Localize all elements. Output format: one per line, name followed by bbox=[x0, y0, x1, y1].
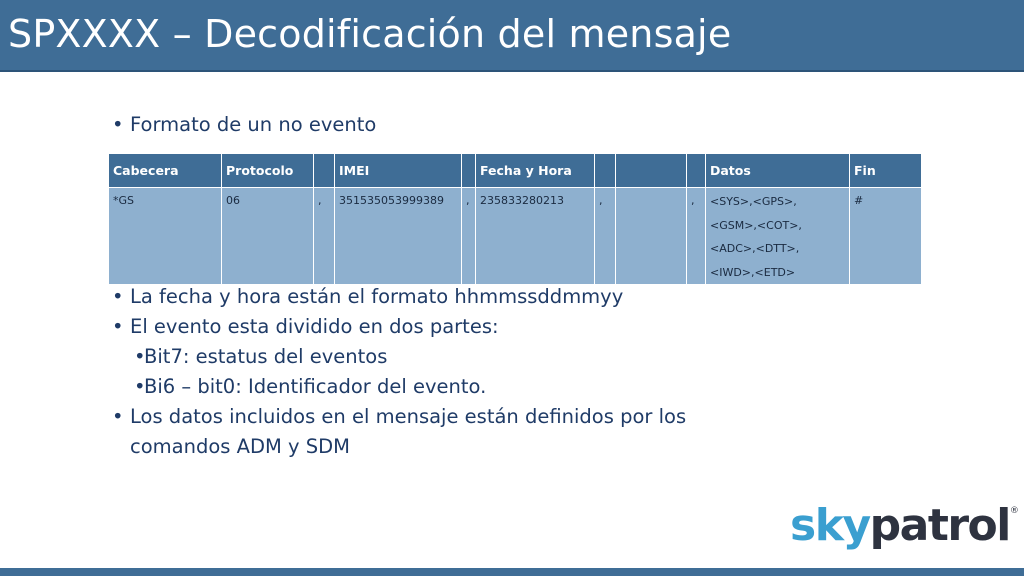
header-sep-2 bbox=[462, 154, 476, 188]
bullet-dot: • bbox=[112, 285, 124, 308]
datos-line: <SYS>,<GPS>, bbox=[710, 195, 797, 208]
cell-sep-4: , bbox=[687, 188, 706, 285]
header-protocolo: Protocolo bbox=[222, 154, 314, 188]
bullet-text: Bit7: estatus del eventos bbox=[144, 345, 388, 368]
cell-protocolo: 06 bbox=[222, 188, 314, 285]
datos-line: <GSM>,<COT>, bbox=[710, 218, 802, 232]
bullet-intro bbox=[112, 110, 752, 140]
cell-sep-2: , bbox=[462, 188, 476, 285]
skypatrol-logo bbox=[790, 500, 1019, 551]
cell-fecha-hora: 235833280213 bbox=[476, 188, 595, 285]
header-imei: IMEI bbox=[335, 154, 462, 188]
cell-imei: 351535053999389 bbox=[335, 188, 462, 285]
bullet-point bbox=[112, 402, 752, 462]
bullet-point bbox=[112, 312, 752, 342]
header-sep-1 bbox=[314, 154, 335, 188]
header-datos: Datos bbox=[706, 154, 850, 188]
header-sep-4 bbox=[687, 154, 706, 188]
bullet-list bbox=[112, 110, 752, 140]
bullet-dot: • bbox=[112, 113, 124, 136]
header-blank bbox=[616, 154, 687, 188]
message-format-table bbox=[108, 153, 922, 285]
bottom-accent-line bbox=[0, 568, 1024, 576]
header-sep-3 bbox=[595, 154, 616, 188]
cell-sep-3: , bbox=[595, 188, 616, 285]
bullet-dot: • bbox=[134, 345, 146, 368]
datos-line: <ADC>,<DTT>, bbox=[710, 242, 800, 255]
bullet-text: La fecha y hora están el formato hhmmssddmmyy bbox=[130, 285, 624, 308]
sub-bullet-point bbox=[112, 342, 752, 372]
bullet-dot: • bbox=[112, 315, 124, 338]
bullet-text: Formato de un no evento bbox=[130, 113, 377, 136]
cell-cabecera: *GS bbox=[109, 188, 222, 285]
slide-title: SPXXXX – Decodificación del mensaje bbox=[8, 12, 732, 56]
bullet-dot: • bbox=[134, 375, 146, 398]
cell-blank bbox=[616, 188, 687, 285]
table-row bbox=[109, 188, 922, 285]
registered-mark: ® bbox=[1009, 506, 1019, 516]
bullet-text: El evento esta dividido en dos partes: bbox=[130, 315, 499, 338]
logo-patrol-text: patrol bbox=[869, 500, 1010, 551]
cell-fin: # bbox=[850, 188, 922, 285]
sub-bullet-point bbox=[112, 372, 752, 402]
datos-line: <IWD>,<ETD> bbox=[710, 265, 796, 279]
cell-sep-1: , bbox=[314, 188, 335, 285]
header-fecha-hora: Fecha y Hora bbox=[476, 154, 595, 188]
bullet-text: Los datos incluidos en el mensaje están definidos por los comandos ADM y SDM bbox=[130, 405, 687, 458]
title-bar bbox=[0, 0, 1024, 72]
bullet-point bbox=[112, 282, 752, 312]
bullet-dot: • bbox=[112, 405, 124, 428]
header-fin: Fin bbox=[850, 154, 922, 188]
header-cabecera: Cabecera bbox=[109, 154, 222, 188]
table-header-row bbox=[109, 154, 922, 188]
bullet-list-lower bbox=[112, 282, 752, 462]
logo-sky-text: sky bbox=[790, 500, 870, 551]
bullet-text: Bi6 – bit0: Identificador del evento. bbox=[144, 375, 487, 398]
cell-datos bbox=[706, 188, 850, 285]
